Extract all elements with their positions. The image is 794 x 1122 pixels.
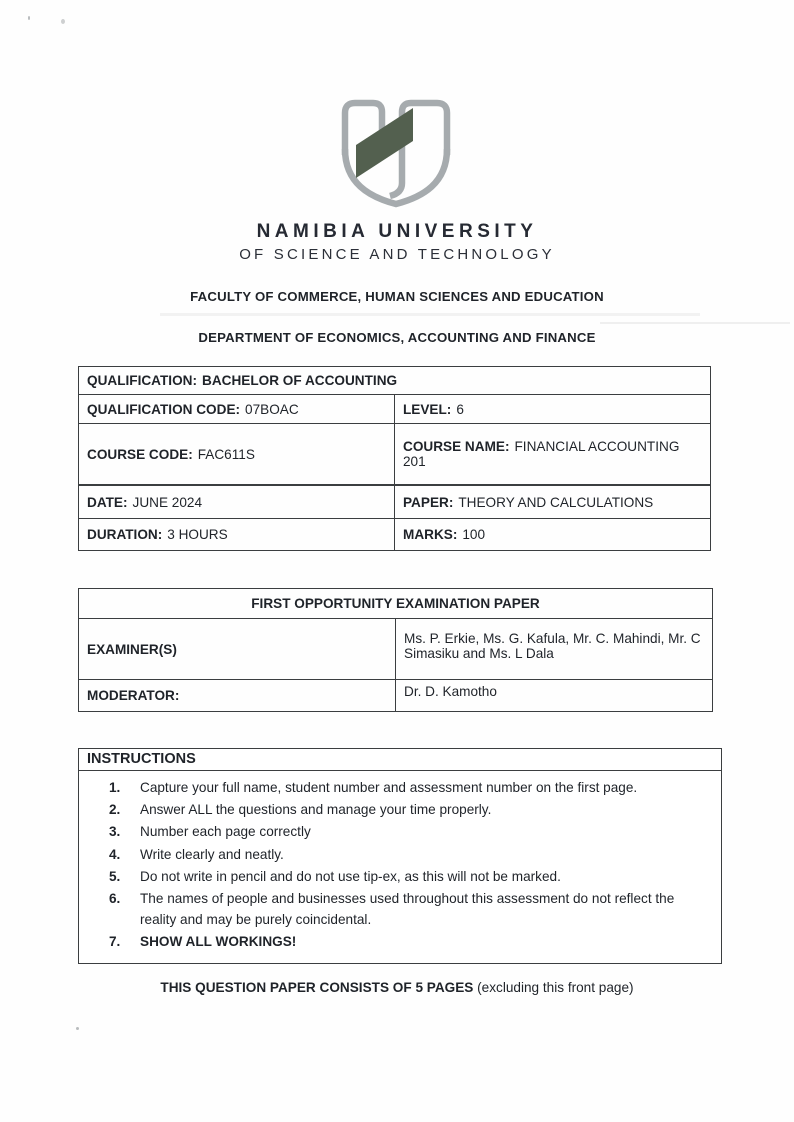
table-row	[79, 367, 711, 395]
scan-artifact	[61, 19, 65, 24]
moderator-label: MODERATOR:	[79, 680, 396, 712]
course-code-value: FAC611S	[197, 446, 255, 462]
qualification-code-label: QUALIFICATION CODE:	[87, 401, 241, 417]
examiners-label: EXAMINER(S)	[79, 619, 396, 680]
paper-value: THEORY AND CALCULATIONS	[458, 494, 654, 510]
course-name-label: COURSE NAME:	[403, 439, 510, 454]
list-item: 4. Write clearly and neatly.	[109, 846, 284, 862]
level-value: 6	[456, 401, 464, 417]
moderator-value: Dr. D. Kamotho	[396, 680, 713, 712]
university-name: NAMIBIA UNIVERSITY	[256, 221, 538, 242]
table-row	[79, 589, 713, 619]
department-heading: DEPARTMENT OF ECONOMICS, ACCOUNTING AND FINANCE	[198, 330, 596, 345]
page-count-regular: (excluding this front page)	[473, 980, 634, 995]
page-count-bold: THIS QUESTION PAPER CONSISTS OF 5 PAGES	[160, 980, 474, 995]
course-name-value: FINANCIAL ACCOUNTING 201	[403, 439, 680, 469]
date-value: JUNE 2024	[132, 494, 203, 510]
university-logo	[0, 93, 794, 263]
scan-artifact	[28, 16, 30, 20]
list-item: 3. Number each page correctly	[109, 824, 311, 840]
nust-shield-icon	[329, 93, 465, 211]
page-count-note	[0, 980, 794, 995]
qualification-label: QUALIFICATION:	[87, 373, 197, 388]
qualification-code-value: 07BOAC	[245, 401, 299, 417]
table-row	[79, 485, 711, 519]
table-row	[79, 519, 711, 551]
list-item: 1. Capture your full name, student number and assessment number on the first page.	[109, 780, 638, 795]
scan-smudge	[600, 322, 790, 324]
paper-label: PAPER:	[403, 494, 454, 510]
list-item: 7. SHOW ALL WORKINGS!	[109, 934, 297, 950]
list-item: 2. Answer ALL the questions and manage your time properly.	[109, 802, 492, 818]
table-row	[79, 395, 711, 424]
qualification-value: BACHELOR OF ACCOUNTING	[202, 373, 398, 388]
instructions-list	[109, 777, 711, 953]
level-label: LEVEL:	[403, 401, 452, 417]
table-row	[79, 619, 713, 680]
examiners-value: Ms. P. Erkie, Ms. G. Kafula, Mr. C. Mahindi, Mr. C Simasiku and Ms. L Dala	[396, 619, 713, 680]
marks-label: MARKS:	[403, 527, 458, 542]
date-label: DATE:	[87, 494, 128, 510]
faculty-heading: FACULTY OF COMMERCE, HUMAN SCIENCES AND EDUCATION	[190, 289, 604, 304]
duration-label: DURATION:	[87, 527, 163, 542]
table-row	[79, 424, 711, 486]
instructions-title: INSTRUCTIONS	[79, 749, 721, 771]
course-code-label: COURSE CODE:	[87, 446, 193, 462]
list-item: 5. Do not write in pencil and do not use tip-ex, as this will not be marked.	[109, 868, 561, 884]
scan-smudge	[160, 313, 700, 316]
table-row	[79, 680, 713, 712]
scan-artifact	[76, 1027, 79, 1030]
exam-paper-title: FIRST OPPORTUNITY EXAMINATION PAPER	[79, 589, 713, 619]
course-details-table	[78, 366, 711, 551]
list-item: 6. The names of people and businesses used throughout this assessment do not reflect the reality and may be purely coincidental.	[109, 891, 675, 928]
university-tagline: OF SCIENCE AND TECHNOLOGY	[239, 246, 555, 263]
exam-paper-table	[78, 588, 713, 712]
marks-value: 100	[462, 527, 486, 542]
instructions-box	[78, 748, 722, 964]
duration-value: 3 HOURS	[167, 527, 228, 542]
